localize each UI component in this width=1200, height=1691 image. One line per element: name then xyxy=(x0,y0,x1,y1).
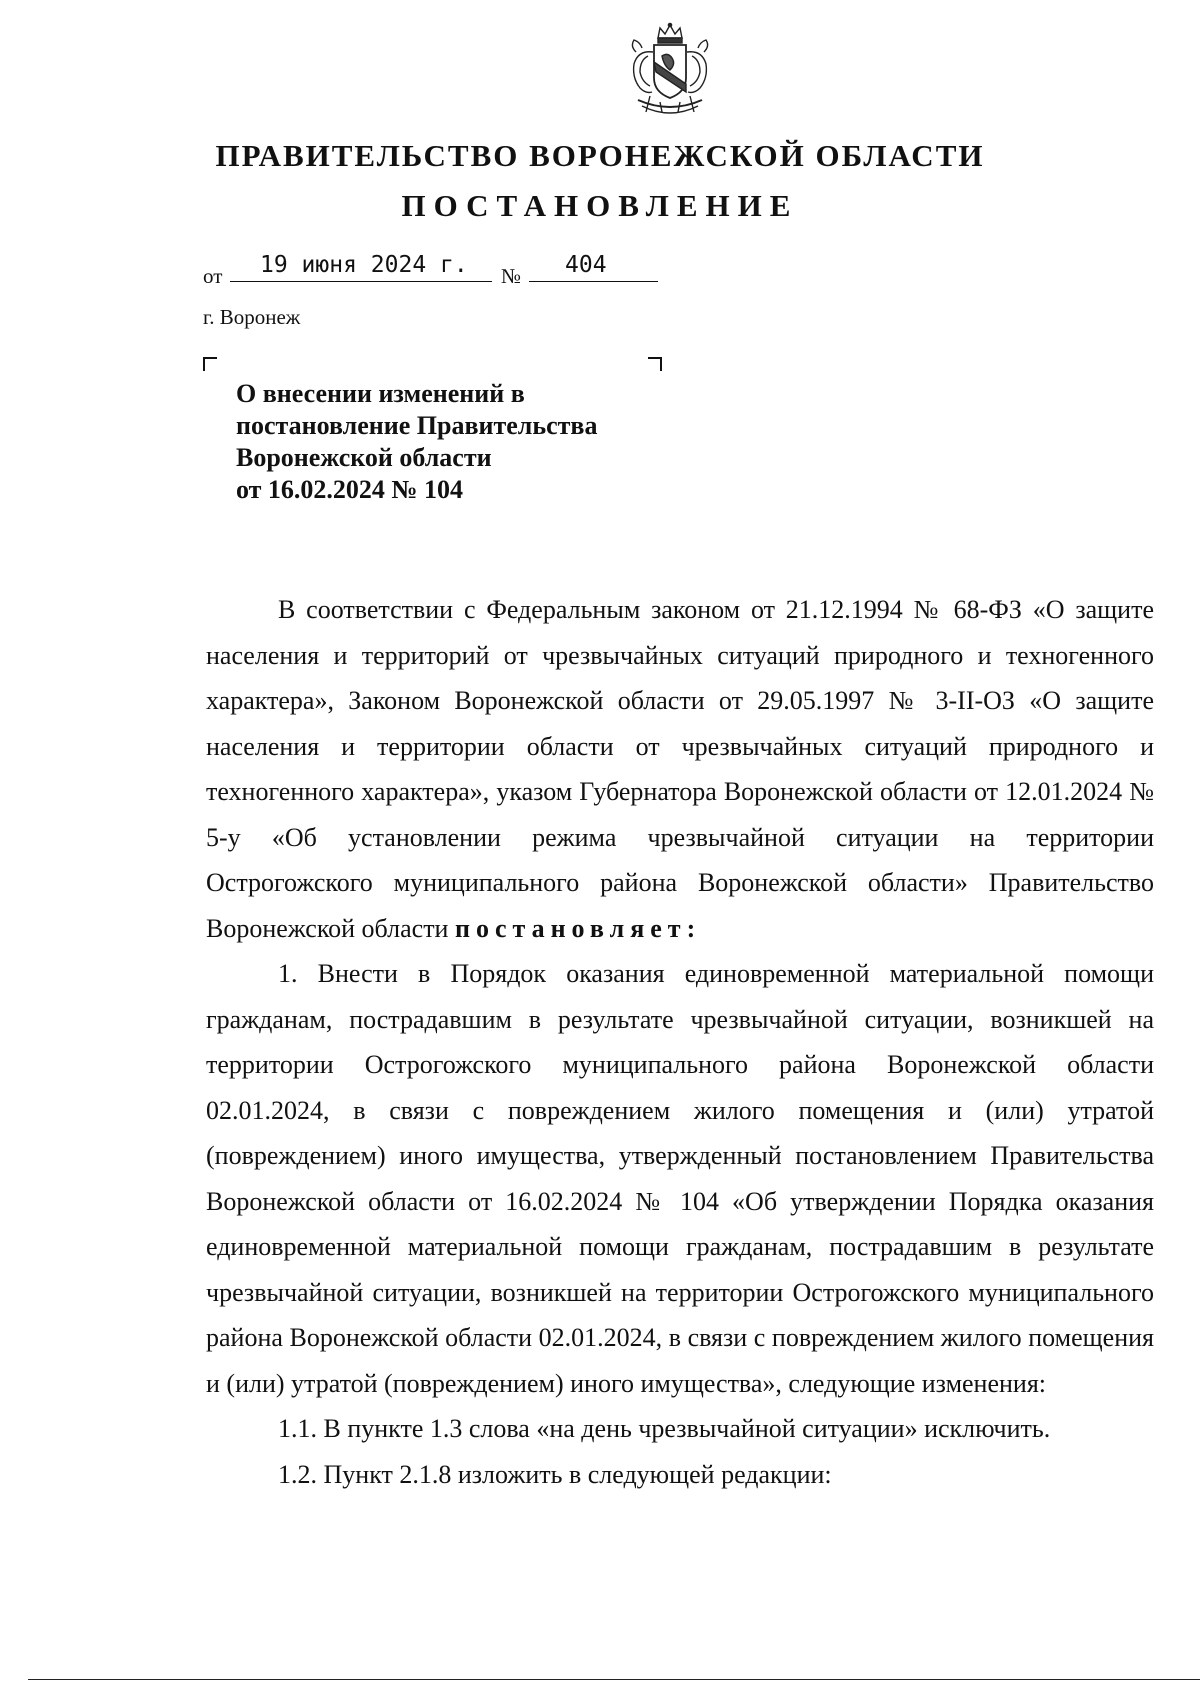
item-1-paragraph: 1. Внести в Порядок оказания единовременной материальной помощи гражданам, пострадавшим в результате чрезвычайной ситуации, возникшей на территории Острогожского муниципального района Воронежской области 02.01.2024, в связи с повреждением жилого помещения и (или) утратой (повреждением) иного имущества, утвержденный постановлением Правительства Воронежской области от 16.02.2024 № 104 «Об утверждении Порядка оказания единовременной материальной помощи гражданам, пострадавшим в результате чрезвычайной ситуации, возникшей на территории Острогожского муниципального района Воронежской области 02.01.2024, в связи с повреждением жилого помещения и (или) утратой (повреждением) иного имущества», следующие изменения: xyxy=(206,959,1154,1398)
document-number: 404 xyxy=(529,252,658,282)
document-type-title: ПОСТАНОВЛЕНИЕ xyxy=(401,188,799,223)
subject-corner-right xyxy=(648,357,662,371)
subject-line: от 16.02.2024 № 104 xyxy=(236,475,464,504)
subject-line: постановление Правительства xyxy=(236,411,598,440)
resolves-word: постановляет: xyxy=(454,913,702,943)
document-city: г. Воронеж xyxy=(203,305,301,329)
preamble-paragraph xyxy=(206,587,1154,951)
document-body xyxy=(206,587,1154,1497)
subject-corner-left xyxy=(203,357,217,371)
item-1-2-paragraph: 1.2. Пункт 2.1.8 изложить в следующей редакции: xyxy=(278,1459,832,1489)
subject-line: О внесении изменений в xyxy=(236,379,525,408)
subject-line: Воронежской области xyxy=(236,443,492,472)
date-prefix: от xyxy=(203,264,223,288)
number-prefix: № xyxy=(501,264,522,288)
government-title: ПРАВИТЕЛЬСТВО ВОРОНЕЖСКОЙ ОБЛАСТИ xyxy=(215,138,985,173)
voronezh-coat-of-arms-icon xyxy=(620,22,720,122)
preamble-text: В соответствии с Федеральным законом от 21.12.1994 № 68-ФЗ «О защите населения и территорий от чрезвычайных ситуаций природного и техногенного характера», Законом Воронежской области от 29.05.1997 № 3-II-ОЗ «О защите населения и территории области от чрезвычайных ситуаций природного и техногенного характера», указом Губернатора Воронежской области от 12.01.2024 № 5-у «Об установлении режима чрезвычайной ситуации на территории Острогожского муниципального района Воронежской области» Правительство Воронежской области xyxy=(206,595,1154,943)
document-date: 19 июня 2024 г. xyxy=(230,252,492,282)
item-1-1-paragraph: 1.1. В пункте 1.3 слова «на день чрезвычайной ситуации» исключить. xyxy=(278,1414,1051,1443)
document-subject xyxy=(236,378,656,506)
page-bottom-rule xyxy=(28,1679,1200,1680)
